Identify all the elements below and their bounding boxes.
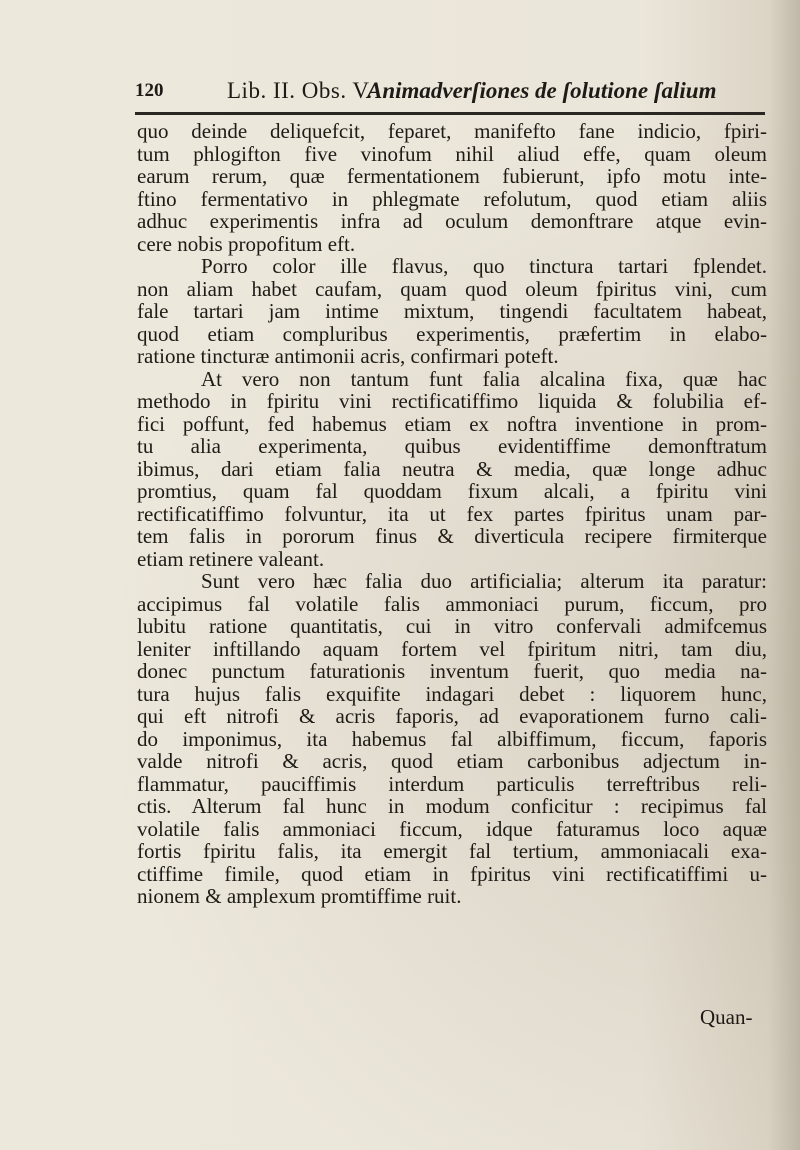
text-line: cere nobis propofitum eft. bbox=[137, 231, 356, 256]
text-line: accipimus fal volatile falis ammoniaci purum, ficcum, pro bbox=[137, 591, 767, 616]
text-line: adhuc experimentis infra ad oculum demonftrare atque evin- bbox=[137, 209, 767, 233]
text-line: tum phlogifton five vinofum nihil aliud effe, quam oleum bbox=[137, 141, 767, 166]
text-line: non aliam habet caufam, quam quod oleum fpiritus vini, cum bbox=[137, 276, 767, 301]
text-line: ratione tincturæ antimonii acris, confirmari poteft. bbox=[137, 344, 559, 368]
text-line: ctiffime fimile, quod etiam in fpiritus vini rectificatiffimi u- bbox=[137, 861, 767, 886]
running-head: Lib. II. Obs. V. bbox=[227, 78, 373, 103]
text-line: quod etiam compluribus experimentis, præfertim in elabo- bbox=[137, 321, 767, 346]
text-line: Porro color ille flavus, quo tinctura tartari fplendet. bbox=[201, 254, 767, 278]
text-line: donec punctum faturationis inventum fuerit, quo media na- bbox=[137, 659, 767, 683]
text-line: volatile falis ammoniaci ficcum, idque faturamus loco aquæ bbox=[137, 816, 767, 841]
text-line: fale tartari jam intime mixtum, tingendi facultatem habeat, bbox=[137, 299, 767, 323]
text-line: etiam retinere valeant. bbox=[137, 546, 325, 571]
text-line: do imponimus, ita habemus fal albiffimum, ficcum, faporis bbox=[137, 726, 767, 751]
text-line: Sunt vero hæc falia duo artificialia; alterum ita paratur: bbox=[201, 569, 767, 593]
text-line: methodo in fpiritu vini rectificatiffimo liquida & folubilia ef- bbox=[137, 389, 767, 413]
catchword: Quan- bbox=[700, 1005, 753, 1029]
text-line: At vero non tantum funt falia alcalina fixa, quæ hac bbox=[201, 366, 767, 391]
text-line: tem falis in pororum finus & diverticula recipere firmiterque bbox=[137, 524, 767, 548]
text-line: qui eft nitrofi & acris faporis, ad evaporationem furno cali- bbox=[137, 704, 767, 728]
text-line: flammatur, pauciffimis interdum particulis terreftribus reli- bbox=[137, 771, 767, 796]
text-line: rectificatiffimo folvuntur, ita ut fex partes fpiritus unam par- bbox=[137, 501, 767, 526]
text-line: ibimus, dari etiam falia neutra & media, quæ longe adhuc bbox=[137, 456, 767, 481]
text-line: ctis. Alterum fal hunc in modum conficitur : recipimus fal bbox=[137, 794, 767, 818]
page-number: 120 bbox=[135, 80, 164, 101]
text-line: leniter inftillando aquam fortem vel fpiritum nitri, tam diu, bbox=[137, 636, 767, 661]
text-line: lubitu ratione quantitatis, cui in vitro confervali admifcemus bbox=[137, 614, 767, 638]
body-text bbox=[137, 120, 767, 908]
text-line: nionem & amplexum promtiffime ruit. bbox=[137, 884, 462, 908]
page-header bbox=[135, 78, 775, 108]
text-line: ftino fermentativo in phlegmate refolutum, quod etiam aliis bbox=[137, 186, 767, 211]
text-line: fortis fpiritu falis, ita emergit fal tertium, ammoniacali exa- bbox=[137, 839, 767, 863]
text-line: quo deinde deliquefcit, feparet, manifefto fane indicio, fpiri- bbox=[137, 119, 767, 143]
header-rule bbox=[135, 112, 765, 115]
running-title: Animadverſiones de ſolutione ſalium bbox=[367, 78, 717, 103]
text-line: valde nitrofi & acris, quod etiam carbonibus adjectum in- bbox=[137, 749, 767, 773]
text-line: fici poffunt, fed habemus etiam ex noftra inventione in prom- bbox=[137, 411, 767, 436]
text-line: earum rerum, quæ fermentationem fubierunt, ipfo motu inte- bbox=[137, 164, 767, 188]
text-line: tura hujus falis exquifite indagari debet : liquorem hunc, bbox=[137, 681, 767, 706]
text-line: promtius, quam fal quoddam fixum alcali, a fpiritu vini bbox=[137, 479, 767, 503]
text-line: tu alia experimenta, quibus evidentiffime demonftratum bbox=[137, 434, 767, 458]
